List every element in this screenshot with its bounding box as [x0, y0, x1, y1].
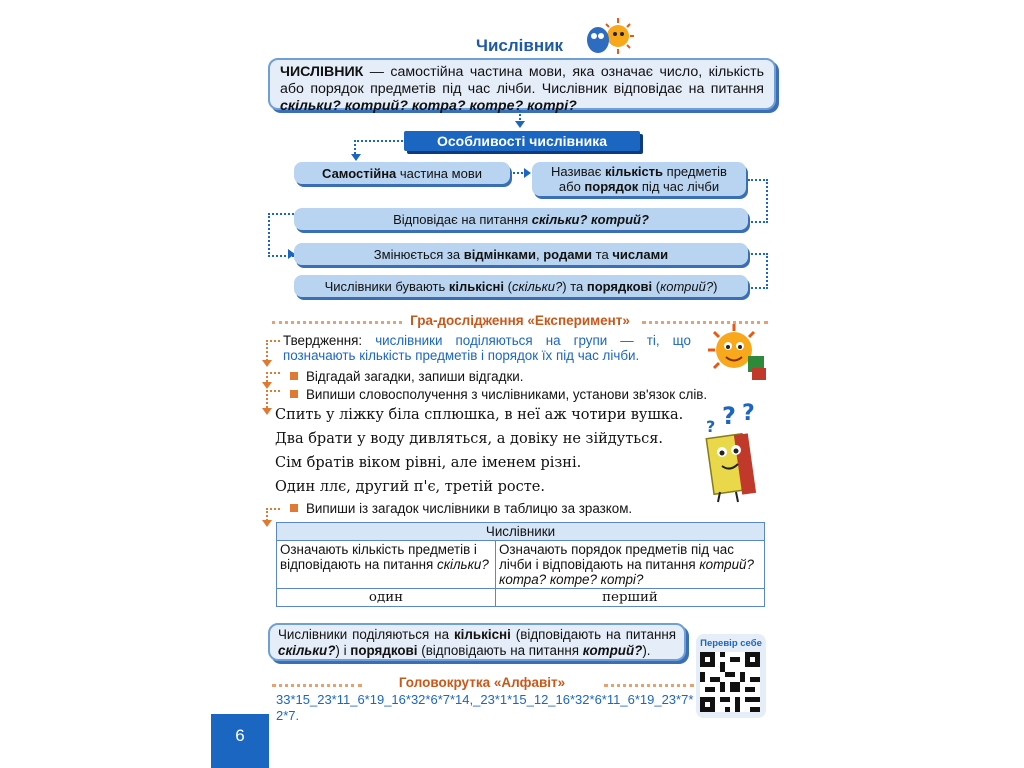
mascot-sun-icon — [582, 14, 634, 58]
task-1: Відгадай загадки, запиши відгадки. — [290, 369, 524, 384]
arrow-head — [262, 360, 272, 367]
connector-left — [354, 140, 406, 158]
definition-questions: скільки? котрий? котра? котре? котрі? — [280, 98, 577, 114]
summary-box: Числівники поділяються на кількісні (відповідають на питання скільки?) і порядкові (відповідають на питання котрий?). — [268, 623, 686, 661]
table-example-cardinal: один — [277, 589, 496, 607]
feature-independent: Самостійна частина мови — [294, 162, 510, 184]
game-title: Гра-дослідження «Експеримент» — [410, 313, 630, 328]
tongue-title: Головокрутка «Алфавіт» — [398, 675, 566, 690]
arrow-head — [515, 121, 525, 128]
riddle-1: Спить у ліжку біла сплюшка, в неї аж чотири вушка. — [275, 407, 684, 423]
page-title: Числівник — [476, 36, 564, 55]
connector-f4-f5 — [748, 253, 768, 289]
table-col-quantity: Означають кількість предметів і відповідають на питання скільки? — [277, 541, 496, 589]
numerals-table — [276, 522, 765, 607]
definition-term: ЧИСЛІВНИК — [280, 64, 364, 80]
table-col-order: Означають порядок предметів під час лічби і відповідають на питання котрий? котра? котре? котрі? — [496, 541, 765, 589]
table-example-ordinal: перший — [496, 589, 765, 607]
riddle-2: Два брати у воду дивляться, а довіку не зійдуться. — [275, 431, 664, 447]
riddle-4: Один ллє, другий п'є, третій росте. — [275, 479, 545, 495]
svg-text:?: ? — [706, 417, 716, 436]
arrow-head — [262, 408, 272, 415]
definition-text: — самостійна частина мови, яка означає число, кількість або порядок предметів під час лічби. Числівник відповідає на питання — [280, 64, 764, 97]
task-3: Випиши із загадок числівники в таблицю за зразком. — [290, 501, 632, 516]
feature-changes: Змінюється за відмінками, родами та числами — [294, 243, 748, 265]
feature-answers-questions: Відповідає на питання скільки? котрий? — [294, 208, 748, 230]
statement: Твердження: числівники поділяються на групи — ті, що позначають кількість предметів і порядок їх під час лічби. — [283, 333, 691, 363]
features-header: Особливості числівника — [404, 131, 640, 151]
riddle-3: Сім братів віком рівні, але іменем різні. — [275, 455, 582, 471]
connector-f2-f3 — [748, 179, 768, 223]
sun-scientist-icon — [700, 320, 768, 382]
check-label: Перевір себе — [700, 638, 762, 649]
arrow-head — [351, 154, 361, 161]
svg-text:?: ? — [742, 402, 755, 426]
arrow-head — [262, 382, 272, 389]
task-2: Випиши словосполучення з числівниками, установи зв'язок слів. — [290, 387, 707, 402]
definition-box — [268, 58, 776, 114]
table-header: Числівники — [277, 523, 765, 541]
book-character-icon — [700, 402, 768, 506]
arrow-head — [262, 520, 272, 527]
tongue-code: 33*15_23*11_6*19_16*32*6*7*14,_23*1*15_12_16*32*6*11_6*19_23*7*2*7. — [276, 692, 694, 723]
svg-text:?: ? — [722, 402, 736, 430]
feature-types: Числівники бувають кількісні (скільки?) та порядкові (котрий?) — [294, 275, 748, 297]
feature-names-quantity: Називає кількість предметів або порядок під час лічби — [532, 162, 746, 196]
arrow-head — [524, 168, 531, 178]
page-number: 6 — [235, 726, 245, 745]
qr-code-icon[interactable] — [700, 652, 760, 712]
